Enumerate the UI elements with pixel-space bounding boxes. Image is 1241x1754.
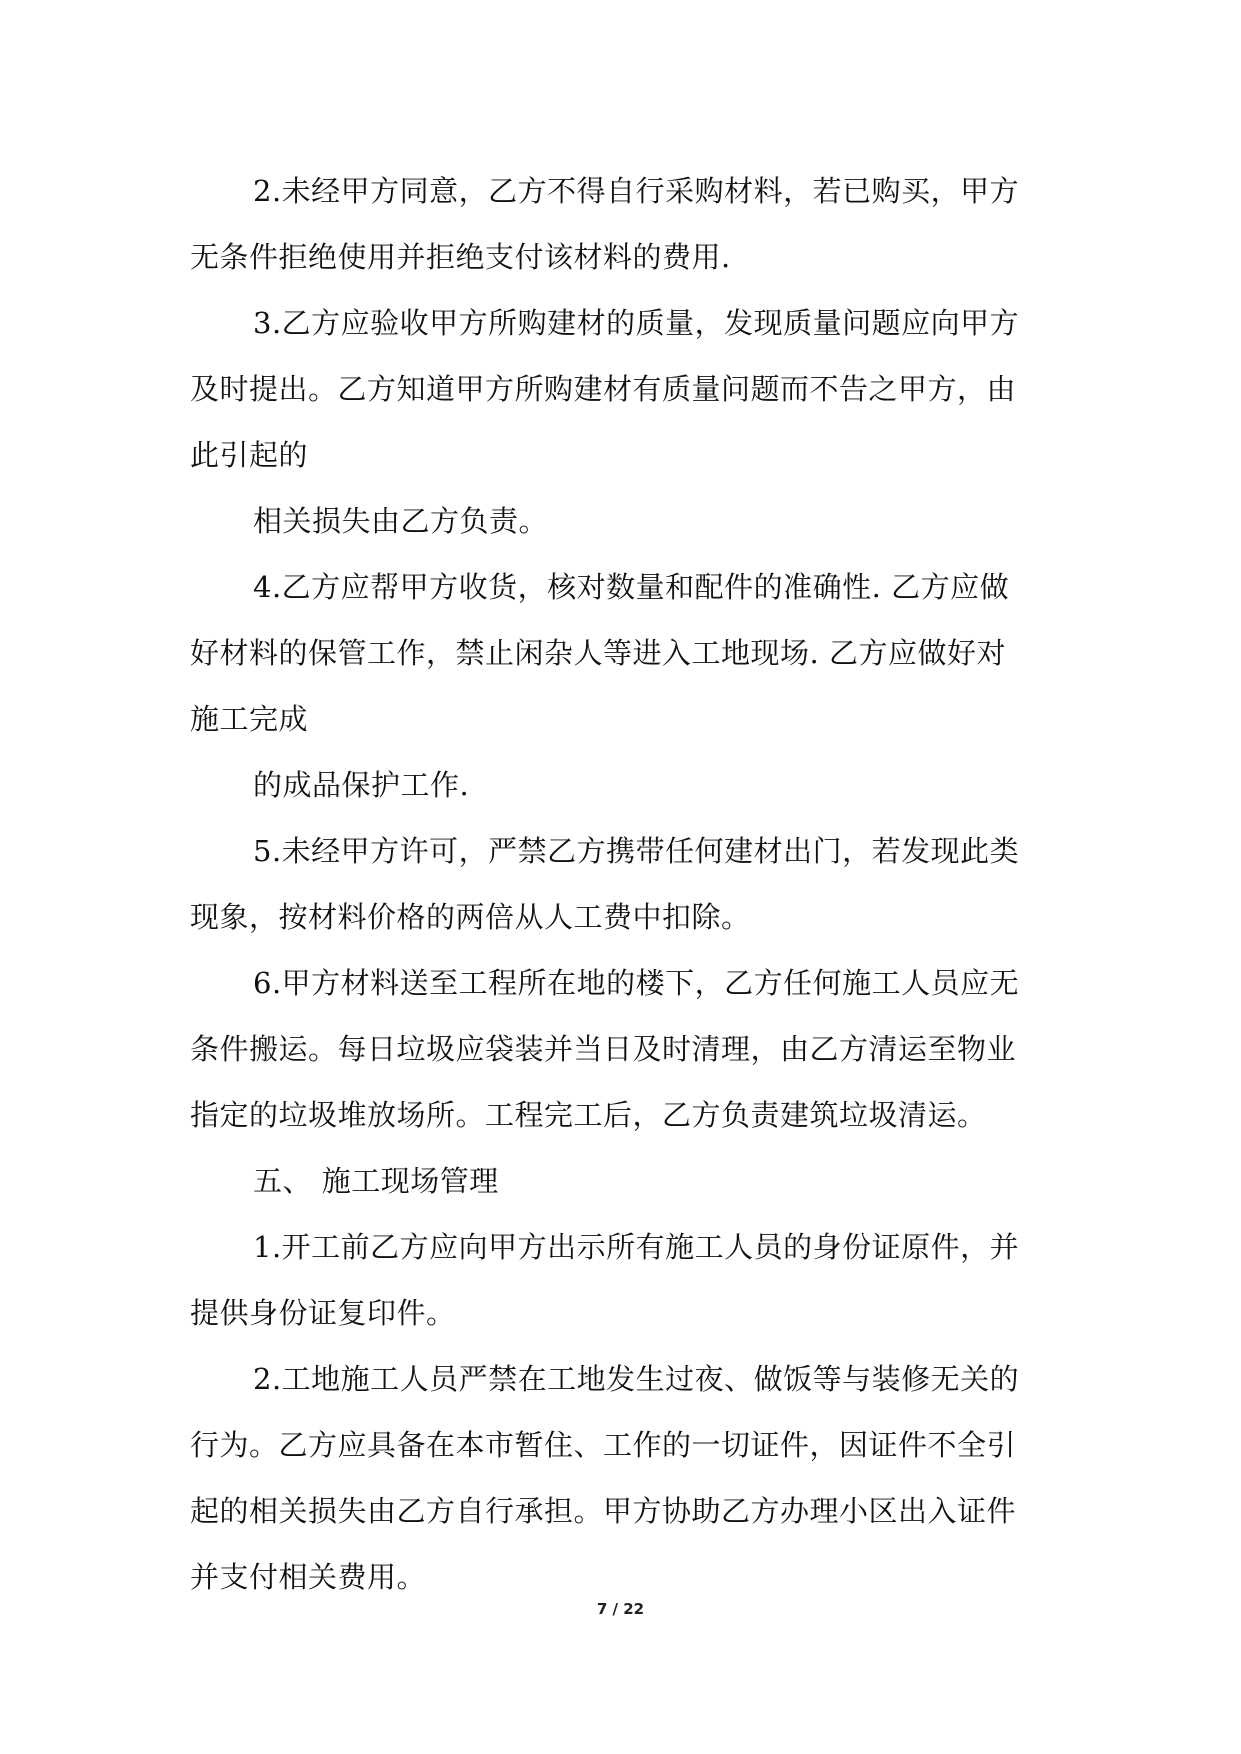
- text-line: 提供身份证复印件。: [190, 1296, 456, 1330]
- text-line: 3.乙方应验收甲方所购建材的质量，发现质量问题应向甲方: [253, 306, 1020, 340]
- text-line: 的成品保护工作.: [253, 768, 470, 802]
- text-line: 起的相关损失由乙方自行承担。甲方协助乙方办理小区出入证件: [190, 1494, 1017, 1528]
- text-line: 无条件拒绝使用并拒绝支付该材料的费用.: [190, 240, 731, 274]
- section-heading: 五、 施工现场管理: [253, 1164, 499, 1198]
- text-line: 2.工地施工人员严禁在工地发生过夜、做饭等与装修无关的: [253, 1362, 1020, 1396]
- text-line: 1.开工前乙方应向甲方出示所有施工人员的身份证原件，并: [253, 1230, 1020, 1264]
- text-line: 并支付相关费用。: [190, 1560, 427, 1594]
- text-line: 行为。乙方应具备在本市暂住、工作的一切证件，因证件不全引: [190, 1428, 1017, 1462]
- text-line: 4.乙方应帮甲方收货，核对数量和配件的准确性. 乙方应做: [253, 570, 1010, 604]
- text-line: 条件搬运。每日垃圾应袋装并当日及时清理，由乙方清运至物业: [190, 1032, 1017, 1066]
- text-line: 好材料的保管工作，禁止闲杂人等进入工地现场. 乙方应做好对: [190, 636, 1006, 670]
- text-line: 6.甲方材料送至工程所在地的楼下，乙方任何施工人员应无: [253, 966, 1020, 1000]
- text-line: 5.未经甲方许可，严禁乙方携带任何建材出门，若发现此类: [253, 834, 1020, 868]
- text-line: 此引起的: [190, 438, 309, 472]
- text-line: 现象，按材料价格的两倍从人工费中扣除。: [190, 900, 751, 934]
- text-line: 施工完成: [190, 702, 309, 736]
- text-line: 指定的垃圾堆放场所。工程完工后，乙方负责建筑垃圾清运。: [190, 1098, 987, 1132]
- text-line: 相关损失由乙方负责。: [253, 504, 549, 538]
- document-body: [190, 158, 1050, 1610]
- text-line: 2.未经甲方同意，乙方不得自行采购材料，若已购买，甲方: [253, 174, 1020, 208]
- text-line: 及时提出。乙方知道甲方所购建材有质量问题而不告之甲方，由: [190, 372, 1017, 406]
- page-number: 7 / 22: [596, 1600, 645, 1618]
